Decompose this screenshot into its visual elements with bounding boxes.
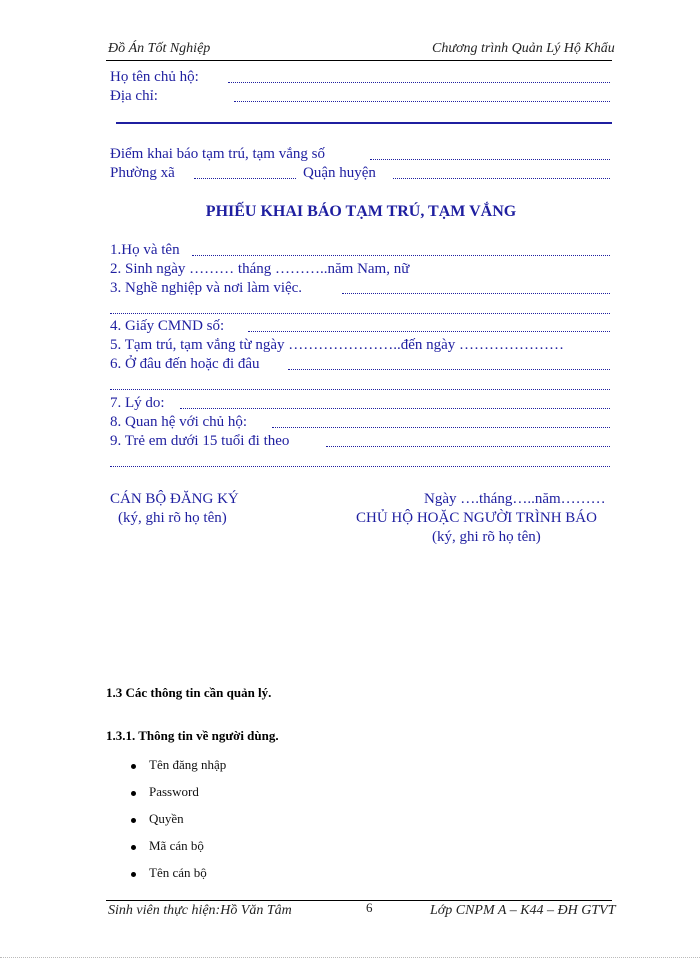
item-8-line <box>272 427 610 428</box>
item-8: 8. Quan hệ với chủ hộ: <box>110 414 248 430</box>
ward-label: Phường xã <box>110 165 175 181</box>
item-2: 2. Sinh ngày ……… tháng ………..năm Nam, nữ <box>110 261 410 277</box>
footer-left: Sinh viên thực hiện:Hồ Văn Tâm <box>108 903 292 918</box>
item-5: 5. Tạm trú, tạm vắng từ ngày …………………..đến ngày ………………… <box>110 337 565 353</box>
list-item: Tên cán bộ <box>149 865 207 880</box>
item-3-line-2 <box>110 313 610 314</box>
district-line <box>393 178 610 179</box>
item-7: 7. Lý do: <box>110 395 165 411</box>
item-3-line <box>342 293 610 294</box>
bullet-icon <box>131 872 136 877</box>
officer-note: (ký, ghi rõ họ tên) <box>118 510 227 526</box>
footer-right: Lớp CNPM A – K44 – ĐH GTVT <box>430 903 616 918</box>
section-heading: 1.3 Các thông tin cần quản lý. <box>106 685 272 700</box>
item-9-line <box>326 446 610 447</box>
item-9: 9. Trẻ em dưới 15 tuổi đi theo <box>110 433 290 449</box>
header-left: Đồ Án Tốt Nghiệp <box>108 41 211 56</box>
item-1-line <box>192 255 610 256</box>
owner-name-label: Họ tên chủ hộ: <box>110 69 199 85</box>
bullet-icon <box>131 818 136 823</box>
item-6-line-2 <box>110 389 610 390</box>
list-item: Password <box>149 784 199 799</box>
bullet-icon <box>131 845 136 850</box>
owner-name-line <box>228 82 610 83</box>
item-6-line <box>288 369 610 370</box>
separator-rule <box>116 122 612 124</box>
address-line <box>234 101 610 102</box>
page-number: 6 <box>366 900 373 915</box>
form-title: PHIẾU KHAI BÁO TẠM TRÚ, TẠM VẮNG <box>205 203 517 220</box>
footer-rule <box>106 900 612 901</box>
item-4-line <box>248 331 610 332</box>
header-right: Chương trình Quản Lý Hộ Khẩu <box>432 41 615 56</box>
item-4: 4. Giấy CMND số: <box>110 318 225 334</box>
list-item: Mã cán bộ <box>149 838 204 853</box>
header-rule <box>106 60 612 61</box>
declaration-point-line <box>370 159 610 160</box>
bullet-icon <box>131 764 136 769</box>
bullet-icon <box>131 791 136 796</box>
item-9-line-2 <box>110 466 610 467</box>
list-item: Quyền <box>149 811 184 826</box>
item-6: 6. Ở đâu đến hoặc đi đâu <box>110 356 260 372</box>
officer-title: CÁN BỘ ĐĂNG KÝ <box>110 491 239 507</box>
page-edge <box>0 957 700 958</box>
item-7-line <box>180 408 610 409</box>
address-label: Địa chỉ: <box>110 88 158 104</box>
item-1: 1.Họ và tên <box>110 242 180 258</box>
district-label: Quận huyện <box>303 165 376 181</box>
subsection-heading: 1.3.1. Thông tin về người dùng. <box>106 728 279 743</box>
item-3: 3. Nghề nghiệp và nơi làm việc. <box>110 280 303 296</box>
declarant-note: (ký, ghi rõ họ tên) <box>432 529 541 545</box>
date-line: Ngày ….tháng…..năm……… <box>424 491 606 507</box>
list-item: Tên đăng nhập <box>149 757 227 772</box>
declarant-title: CHỦ HỘ HOẶC NGƯỜI TRÌNH BÁO <box>356 510 597 526</box>
declaration-point-label: Điểm khai báo tạm trú, tạm vắng số <box>110 146 325 162</box>
ward-line <box>194 178 296 179</box>
